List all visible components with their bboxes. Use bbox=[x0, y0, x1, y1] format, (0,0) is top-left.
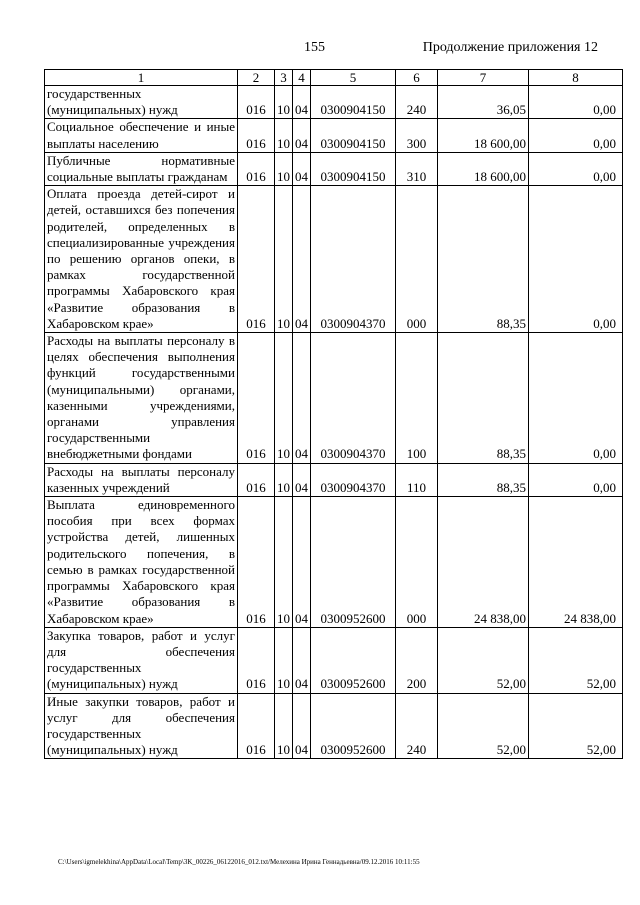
cell-amount: 18 600,00 bbox=[438, 119, 529, 152]
col-header-6: 6 bbox=[396, 70, 438, 86]
cell-section: 10 bbox=[275, 119, 293, 152]
cell-subsection: 04 bbox=[293, 693, 311, 759]
cell-amount-2: 52,00 bbox=[529, 627, 623, 693]
page-number: 155 bbox=[304, 40, 325, 55]
cell-subsection: 04 bbox=[293, 186, 311, 333]
cell-section: 10 bbox=[275, 152, 293, 185]
cell-ministry: 016 bbox=[238, 333, 275, 464]
cell-amount-2: 0,00 bbox=[529, 119, 623, 152]
row-name: Оплата проезда детей-сирот и детей, оставшихся без попечения родителей, определенных в специализированные учреждения по решению органов опеки, в рамках государственной программы Хабаровского края «Развитие образования в Хабаровском крае» bbox=[45, 186, 238, 333]
cell-target: 0300952600 bbox=[311, 627, 396, 693]
cell-amount: 18 600,00 bbox=[438, 152, 529, 185]
cell-target: 0300952600 bbox=[311, 497, 396, 628]
cell-subsection: 04 bbox=[293, 119, 311, 152]
cell-expense-type: 000 bbox=[396, 497, 438, 628]
cell-ministry: 016 bbox=[238, 693, 275, 759]
cell-expense-type: 310 bbox=[396, 152, 438, 185]
cell-expense-type: 110 bbox=[396, 463, 438, 496]
cell-amount-2: 24 838,00 bbox=[529, 497, 623, 628]
cell-target: 0300904150 bbox=[311, 119, 396, 152]
table-row bbox=[45, 86, 623, 119]
cell-amount-2: 52,00 bbox=[529, 693, 623, 759]
cell-ministry: 016 bbox=[238, 627, 275, 693]
cell-subsection: 04 bbox=[293, 497, 311, 628]
cell-amount: 88,35 bbox=[438, 333, 529, 464]
cell-section: 10 bbox=[275, 333, 293, 464]
row-name: Социальное обеспечение и иные выплаты населению bbox=[45, 119, 238, 152]
cell-amount: 24 838,00 bbox=[438, 497, 529, 628]
cell-section: 10 bbox=[275, 186, 293, 333]
col-header-7: 7 bbox=[438, 70, 529, 86]
cell-ministry: 016 bbox=[238, 497, 275, 628]
cell-target: 0300904370 bbox=[311, 333, 396, 464]
table-row bbox=[45, 152, 623, 185]
cell-subsection: 04 bbox=[293, 333, 311, 464]
cell-target: 0300904370 bbox=[311, 186, 396, 333]
cell-target: 0300904370 bbox=[311, 463, 396, 496]
row-name: Расходы на выплаты персоналу в целях обеспечения выполнения функций государственными (муниципальными) органами, казенными учреждениями, органами управления государственными внебюджетными фондами bbox=[45, 333, 238, 464]
cell-amount: 88,35 bbox=[438, 463, 529, 496]
cell-ministry: 016 bbox=[238, 86, 275, 119]
table-header-row bbox=[45, 70, 623, 86]
table-row bbox=[45, 497, 623, 628]
cell-expense-type: 240 bbox=[396, 693, 438, 759]
cell-expense-type: 000 bbox=[396, 186, 438, 333]
budget-table bbox=[44, 69, 623, 759]
cell-section: 10 bbox=[275, 86, 293, 119]
table-row bbox=[45, 119, 623, 152]
col-header-2: 2 bbox=[238, 70, 275, 86]
cell-target: 0300904150 bbox=[311, 86, 396, 119]
cell-amount-2: 0,00 bbox=[529, 186, 623, 333]
row-name: Выплата единовременного пособия при всех формах устройства детей, лишенных родительского попечения, в семью в рамках государственной программы Хабаровского края «Развитие образования в Хабаровском крае» bbox=[45, 497, 238, 628]
col-header-4: 4 bbox=[293, 70, 311, 86]
cell-amount: 36,05 bbox=[438, 86, 529, 119]
cell-section: 10 bbox=[275, 463, 293, 496]
cell-amount: 52,00 bbox=[438, 693, 529, 759]
row-name: Иные закупки товаров, работ и услуг для обеспечения государственных (муниципальных) нужд bbox=[45, 693, 238, 759]
cell-subsection: 04 bbox=[293, 86, 311, 119]
cell-ministry: 016 bbox=[238, 119, 275, 152]
table-row bbox=[45, 693, 623, 759]
cell-expense-type: 200 bbox=[396, 627, 438, 693]
cell-target: 0300904150 bbox=[311, 152, 396, 185]
cell-target: 0300952600 bbox=[311, 693, 396, 759]
cell-amount-2: 0,00 bbox=[529, 463, 623, 496]
cell-section: 10 bbox=[275, 497, 293, 628]
row-name: Расходы на выплаты персоналу казенных учреждений bbox=[45, 463, 238, 496]
cell-amount-2: 0,00 bbox=[529, 152, 623, 185]
table-row bbox=[45, 627, 623, 693]
cell-expense-type: 240 bbox=[396, 86, 438, 119]
cell-subsection: 04 bbox=[293, 463, 311, 496]
cell-subsection: 04 bbox=[293, 152, 311, 185]
col-header-1: 1 bbox=[45, 70, 238, 86]
cell-section: 10 bbox=[275, 693, 293, 759]
cell-amount-2: 0,00 bbox=[529, 333, 623, 464]
cell-ministry: 016 bbox=[238, 463, 275, 496]
row-name: Закупка товаров, работ и услуг для обеспечения государственных (муниципальных) нужд bbox=[45, 627, 238, 693]
row-name: Публичные нормативные социальные выплаты гражданам bbox=[45, 152, 238, 185]
cell-expense-type: 100 bbox=[396, 333, 438, 464]
cell-section: 10 bbox=[275, 627, 293, 693]
cell-subsection: 04 bbox=[293, 627, 311, 693]
cell-ministry: 016 bbox=[238, 152, 275, 185]
cell-amount: 52,00 bbox=[438, 627, 529, 693]
col-header-8: 8 bbox=[529, 70, 623, 86]
col-header-5: 5 bbox=[311, 70, 396, 86]
row-name: государственных (муниципальных) нужд bbox=[45, 86, 238, 119]
appendix-continuation: Продолжение приложения 12 bbox=[422, 40, 598, 55]
cell-amount-2: 0,00 bbox=[529, 86, 623, 119]
table-row bbox=[45, 333, 623, 464]
cell-amount: 88,35 bbox=[438, 186, 529, 333]
file-path-footer: C:\Users\igmelekhina\AppData\Local\Temp\3K_00226_06122016_012.txt/Мелехина Ирина Геннадьевна/09.12.2016 10:11:55 bbox=[58, 858, 420, 866]
cell-ministry: 016 bbox=[238, 186, 275, 333]
cell-expense-type: 300 bbox=[396, 119, 438, 152]
table-row bbox=[45, 186, 623, 333]
table-row bbox=[45, 463, 623, 496]
col-header-3: 3 bbox=[275, 70, 293, 86]
